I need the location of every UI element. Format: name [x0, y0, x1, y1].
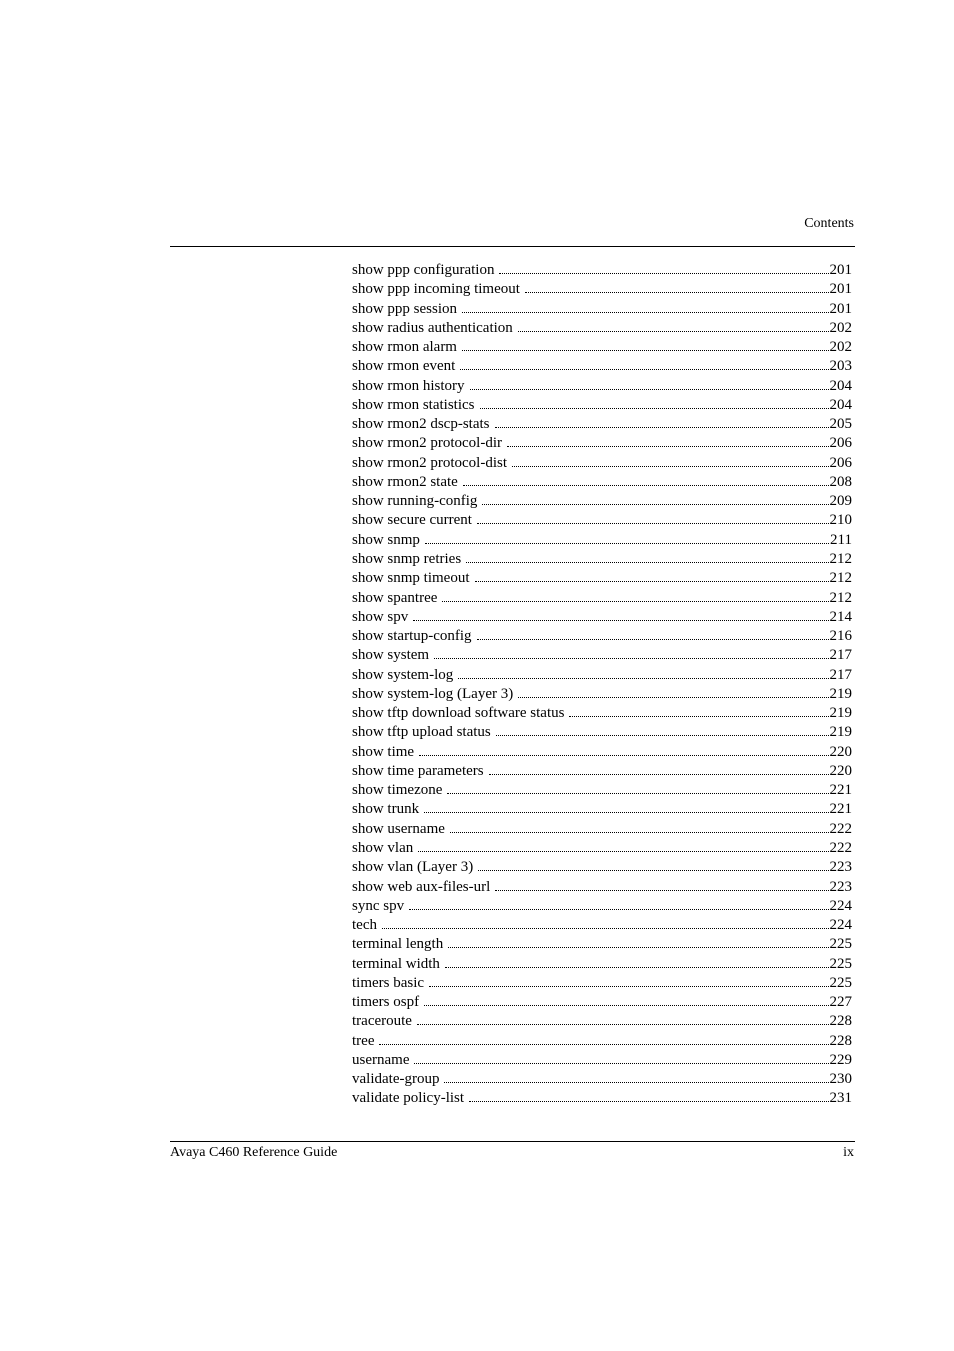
toc-entry[interactable] — [352, 685, 852, 704]
toc-entry-page: 224 — [829, 917, 852, 934]
toc-dot-leader — [409, 909, 828, 910]
toc-dot-leader — [518, 697, 828, 698]
toc-entry[interactable] — [352, 666, 852, 685]
toc-entry-page: 227 — [829, 994, 852, 1011]
toc-dot-leader — [424, 1005, 828, 1006]
toc-dot-leader — [475, 581, 829, 582]
toc-entry-page: 206 — [829, 454, 852, 471]
toc-dot-leader — [495, 427, 829, 428]
toc-entry-title: tech — [352, 917, 377, 934]
toc-dot-leader — [445, 967, 829, 968]
toc-entry-title: show snmp retries — [352, 550, 462, 567]
toc-dot-leader — [462, 350, 829, 351]
toc-entry-title: show time — [352, 743, 415, 760]
toc-entry-page: 219 — [829, 724, 852, 741]
toc-entry[interactable] — [352, 396, 852, 415]
toc-entry-page: 219 — [829, 705, 852, 722]
toc-entry-page: 212 — [829, 550, 852, 567]
toc-entry-page: 201 — [829, 262, 852, 278]
toc-dot-leader — [477, 523, 829, 524]
toc-entry-page: 225 — [829, 955, 852, 972]
toc-entry-page: 224 — [829, 897, 852, 914]
toc-entry-title: show radius authentication — [352, 319, 513, 336]
toc-entry[interactable] — [352, 1012, 852, 1031]
toc-entry-title: show rmon statistics — [352, 396, 475, 413]
toc-entry-page: 221 — [829, 801, 852, 818]
toc-entry[interactable] — [352, 1089, 852, 1108]
toc-dot-leader — [460, 369, 828, 370]
toc-entry-page: 204 — [829, 396, 852, 413]
toc-entry[interactable] — [352, 646, 852, 665]
toc-entry-page: 225 — [829, 974, 852, 991]
toc-entry[interactable] — [352, 473, 852, 492]
toc-entry-page: 230 — [829, 1071, 852, 1088]
toc-entry-page: 210 — [829, 512, 852, 529]
toc-entry[interactable] — [352, 781, 852, 800]
toc-entry-page: 214 — [829, 608, 852, 625]
toc-entry-title: traceroute — [352, 1013, 412, 1030]
toc-entry-page: 201 — [829, 281, 852, 298]
toc-dot-leader — [413, 620, 828, 621]
toc-entry[interactable] — [352, 993, 852, 1012]
toc-entry[interactable] — [352, 608, 852, 627]
toc-entry[interactable] — [352, 1032, 852, 1051]
toc-entry-title: show vlan (Layer 3) — [352, 859, 474, 876]
toc-entry-page: 220 — [829, 743, 852, 760]
toc-dot-leader — [418, 851, 828, 852]
toc-entry-title: sync spv — [352, 897, 405, 914]
toc-entry[interactable] — [352, 627, 852, 646]
toc-entry[interactable] — [352, 723, 852, 742]
toc-entry[interactable] — [352, 743, 852, 762]
toc-entry-title: show web aux-files-url — [352, 878, 491, 895]
toc-dot-leader — [450, 832, 829, 833]
toc-entry-title: show rmon alarm — [352, 339, 457, 356]
toc-entry-title: timers basic — [352, 974, 425, 991]
footer-document-title: Avaya C460 Reference Guide — [170, 1145, 338, 1160]
toc-dot-leader — [569, 716, 828, 717]
toc-entry-title: username — [352, 1051, 410, 1068]
toc-entry-title: terminal width — [352, 955, 440, 972]
toc-dot-leader — [507, 446, 829, 447]
toc-entry-page: 206 — [829, 435, 852, 452]
toc-dot-leader — [414, 1063, 828, 1064]
toc-entry[interactable] — [352, 820, 852, 839]
toc-entry-title: show system — [352, 647, 430, 664]
toc-entry-page: 217 — [829, 666, 852, 683]
toc-entry-page: 211 — [830, 531, 852, 548]
toc-entry-page: 217 — [829, 647, 852, 664]
toc-dot-leader — [518, 331, 829, 332]
toc-entry[interactable] — [352, 858, 852, 877]
toc-entry[interactable] — [352, 800, 852, 819]
header-rule — [170, 246, 855, 247]
toc-entry[interactable] — [352, 589, 852, 608]
toc-entry-title: show trunk — [352, 801, 420, 818]
toc-entry[interactable] — [352, 415, 852, 434]
toc-entry[interactable] — [352, 434, 852, 453]
toc-entry-title: show rmon2 state — [352, 473, 458, 490]
toc-dot-leader — [489, 774, 829, 775]
toc-dot-leader — [382, 928, 829, 929]
toc-dot-leader — [495, 890, 828, 891]
toc-dot-leader — [379, 1044, 828, 1045]
toc-dot-leader — [499, 273, 828, 274]
toc-entry[interactable] — [352, 261, 852, 280]
toc-entry-page: 216 — [829, 628, 852, 645]
toc-entry-page: 201 — [829, 300, 852, 317]
toc-entry-page: 212 — [829, 570, 852, 587]
toc-dot-leader — [447, 793, 828, 794]
toc-entry-title: terminal length — [352, 936, 444, 953]
toc-entry-title: show startup-config — [352, 628, 472, 645]
toc-entry[interactable] — [352, 319, 852, 338]
toc-entry[interactable] — [352, 377, 852, 396]
toc-dot-leader — [482, 504, 828, 505]
toc-entry-title: show vlan — [352, 839, 414, 856]
toc-dot-leader — [496, 735, 829, 736]
toc-entry[interactable] — [352, 704, 852, 723]
toc-dot-leader — [480, 408, 829, 409]
toc-entry-title: show spv — [352, 608, 409, 625]
toc-entry-page: 228 — [829, 1013, 852, 1030]
toc-entry-title: show ppp incoming timeout — [352, 281, 520, 298]
toc-entry-page: 231 — [829, 1090, 852, 1107]
toc-entry-page: 204 — [829, 377, 852, 394]
toc-entry-title: show rmon event — [352, 358, 456, 375]
toc-entry[interactable] — [352, 280, 852, 299]
toc-dot-leader — [425, 543, 829, 544]
toc-entry-page: 229 — [829, 1051, 852, 1068]
toc-entry-title: show rmon2 protocol-dir — [352, 435, 502, 452]
toc-dot-leader — [525, 292, 829, 293]
toc-entry-title: show snmp — [352, 531, 420, 548]
toc-entry[interactable] — [352, 897, 852, 916]
toc-entry-page: 202 — [829, 319, 852, 336]
toc-dot-leader — [417, 1024, 829, 1025]
toc-entry-title: show tftp upload status — [352, 724, 491, 741]
toc-entry-title: show snmp timeout — [352, 570, 470, 587]
toc-entry[interactable] — [352, 454, 852, 473]
toc-entry-page: 219 — [829, 685, 852, 702]
toc-entry[interactable] — [352, 1051, 852, 1070]
toc-entry[interactable] — [352, 511, 852, 530]
toc-entry-title: show tftp download software status — [352, 705, 565, 722]
toc-dot-leader — [444, 1082, 828, 1083]
toc-dot-leader — [469, 1101, 828, 1102]
toc-entry-title: show system-log (Layer 3) — [352, 685, 514, 702]
toc-dot-leader — [470, 389, 829, 390]
toc-entry-page: 209 — [829, 493, 852, 510]
toc-dot-leader — [512, 466, 829, 467]
toc-dot-leader — [477, 639, 829, 640]
toc-entry-title: show timezone — [352, 782, 443, 799]
toc-entry-page: 208 — [829, 473, 852, 490]
toc-dot-leader — [429, 986, 828, 987]
toc-dot-leader — [442, 601, 828, 602]
toc-entry-title: show system-log — [352, 666, 454, 683]
toc-entry-title: show time parameters — [352, 762, 484, 779]
footer-rule — [170, 1141, 855, 1142]
toc-entry-page: 228 — [829, 1032, 852, 1049]
toc-entry[interactable] — [352, 916, 852, 935]
running-header: Contents — [804, 216, 854, 231]
table-of-contents — [352, 261, 852, 1109]
toc-entry[interactable] — [352, 935, 852, 954]
toc-entry[interactable] — [352, 531, 852, 550]
toc-entry-page: 221 — [829, 782, 852, 799]
toc-entry[interactable] — [352, 839, 852, 858]
toc-entry-title: show rmon2 protocol-dist — [352, 454, 507, 471]
toc-entry[interactable] — [352, 878, 852, 897]
toc-entry[interactable] — [352, 492, 852, 511]
toc-dot-leader — [466, 562, 828, 563]
toc-dot-leader — [458, 678, 828, 679]
toc-entry-title: show username — [352, 820, 445, 837]
toc-entry-page: 222 — [829, 839, 852, 856]
toc-entry-page: 202 — [829, 339, 852, 356]
toc-dot-leader — [434, 658, 828, 659]
toc-entry-page: 220 — [829, 762, 852, 779]
toc-dot-leader — [419, 755, 828, 756]
toc-entry-page: 225 — [829, 936, 852, 953]
toc-entry[interactable] — [352, 569, 852, 588]
toc-entry-title: show spantree — [352, 589, 438, 606]
toc-entry-page: 212 — [829, 589, 852, 606]
toc-dot-leader — [424, 812, 828, 813]
toc-entry-title: show rmon history — [352, 377, 465, 394]
toc-entry[interactable] — [352, 300, 852, 319]
toc-entry-page: 203 — [829, 358, 852, 375]
toc-dot-leader — [478, 870, 828, 871]
toc-entry[interactable] — [352, 955, 852, 974]
toc-entry[interactable] — [352, 357, 852, 376]
toc-entry[interactable] — [352, 1070, 852, 1089]
toc-entry[interactable] — [352, 974, 852, 993]
toc-entry-page: 222 — [829, 820, 852, 837]
toc-entry-title: show secure current — [352, 512, 472, 529]
toc-entry-title: timers ospf — [352, 994, 420, 1011]
toc-entry-title: validate policy-list — [352, 1090, 465, 1107]
toc-entry-title: show ppp configuration — [352, 262, 495, 278]
toc-entry-title: show ppp session — [352, 300, 458, 317]
toc-dot-leader — [462, 312, 828, 313]
toc-entry-title: tree — [352, 1032, 375, 1049]
footer-page-number: ix — [843, 1145, 854, 1160]
toc-dot-leader — [448, 947, 828, 948]
toc-entry-title: show running-config — [352, 493, 478, 510]
toc-entry[interactable] — [352, 762, 852, 781]
toc-entry[interactable] — [352, 550, 852, 569]
toc-entry-page: 205 — [829, 416, 852, 433]
toc-dot-leader — [463, 485, 829, 486]
toc-entry-page: 223 — [829, 859, 852, 876]
toc-entry-title: validate-group — [352, 1071, 440, 1088]
toc-entry[interactable] — [352, 338, 852, 357]
toc-entry-title: show rmon2 dscp-stats — [352, 416, 490, 433]
toc-entry-page: 223 — [829, 878, 852, 895]
